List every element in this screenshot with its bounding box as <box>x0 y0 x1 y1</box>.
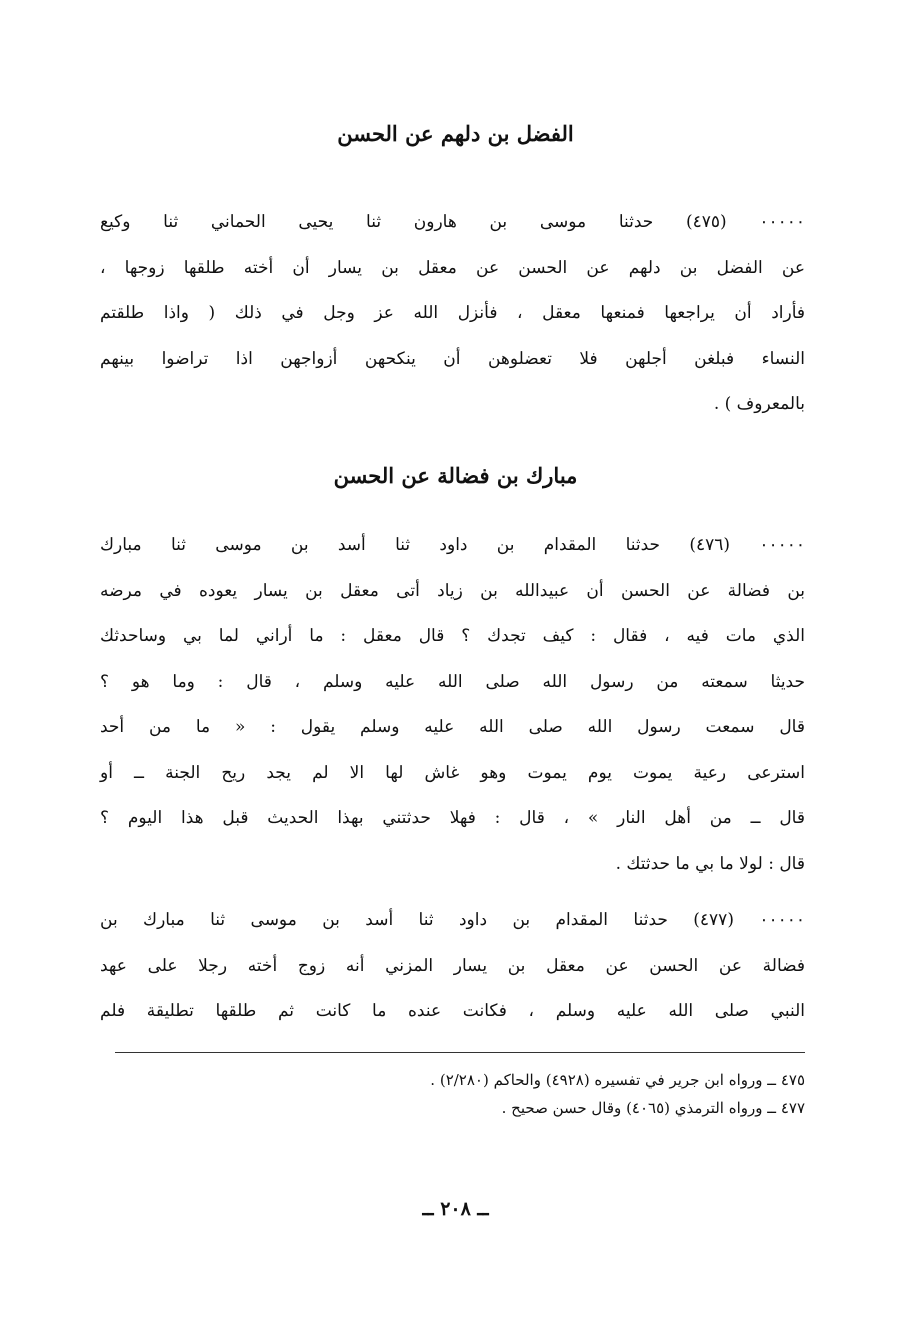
text-line: الذي مات فيه ، فقال : كيف تجدك ؟ قال معقل : ما أراني لما بي وساحدثك <box>100 626 805 646</box>
text-line: فضالة عن الحسن عن معقل بن يسار المزني أنه زوج أخته رجلا على عهد <box>100 955 805 976</box>
text-line: قال سمعت رسول الله صلى الله عليه وسلم يقول : « ما من أحد <box>100 717 805 737</box>
text-line: حديثا سمعته من رسول الله صلى الله عليه وسلم ، قال : وما هو ؟ <box>100 671 805 692</box>
text-line: بالمعروف ) . <box>713 394 805 414</box>
text-line: ٠٠٠٠٠ (٤٧٥) حدثنا موسى بن هارون ثنا يحيى الحماني ثنا وكيع <box>100 212 805 232</box>
footnotes <box>115 1066 805 1122</box>
hadith-paragraph-476 <box>100 523 805 887</box>
hadith-paragraph-477 <box>100 898 805 1035</box>
text-line: ٠٠٠٠٠ (٤٧٧) حدثنا المقدام بن داود ثنا أسد بن موسى ثنا مبارك بن <box>100 910 805 930</box>
footnote-477: ٤٧٧ ــ ورواه الترمذي (٤٠٦٥) وقال حسن صحيح . <box>501 1099 805 1117</box>
section-heading-fadl-bin-dalham: الفضل بن دلهم عن الحسن <box>337 121 574 146</box>
text-line: ٠٠٠٠٠ (٤٧٦) حدثنا المقدام بن داود ثنا أسد بن موسى ثنا مبارك <box>100 535 805 555</box>
section-heading-mubarak-bin-fadala: مبارك بن فضالة عن الحسن <box>333 463 578 488</box>
text-line: بن فضالة عن الحسن أن عبيدالله بن زياد أتى معقل بن يسار يعوده في مرضه <box>100 580 805 601</box>
text-line: قال ــ من أهل النار » ، قال : فهلا حدثتني بهذا الحديث قبل هذا اليوم ؟ <box>100 808 805 828</box>
text-line: فأراد أن يراجعها فمنعها معقل ، فأنزل الله عز وجل في ذلك ( واذا طلقتم <box>100 303 805 323</box>
page-number: ــ ٢٠٨ ــ <box>422 1198 489 1220</box>
footnote-separator <box>115 1052 805 1053</box>
hadith-paragraph-475 <box>100 200 805 428</box>
text-line: النساء فبلغن أجلهن فلا تعضلوهن أن ينكحهن أزواجهن اذا تراضوا بينهم <box>100 348 805 369</box>
text-line: عن الفضل بن دلهم عن الحسن عن معقل بن يسار أن أخته طلقها زوجها ، <box>100 257 805 278</box>
footnote-475: ٤٧٥ ــ ورواه ابن جرير في تفسيره (٤٩٢٨) والحاكم (٢/٢٨٠) . <box>430 1071 805 1089</box>
text-line: النبي صلى الله عليه وسلم ، فكانت عنده ما كانت ثم طلقها تطليقة فلم <box>100 1001 805 1021</box>
text-line: استرعى رعية يموت يوم يموت وهو غاش لها الا لم يجد ريح الجنة ــ أو <box>100 762 805 783</box>
text-line: قال : لولا ما بي ما حدثتك . <box>615 853 805 874</box>
